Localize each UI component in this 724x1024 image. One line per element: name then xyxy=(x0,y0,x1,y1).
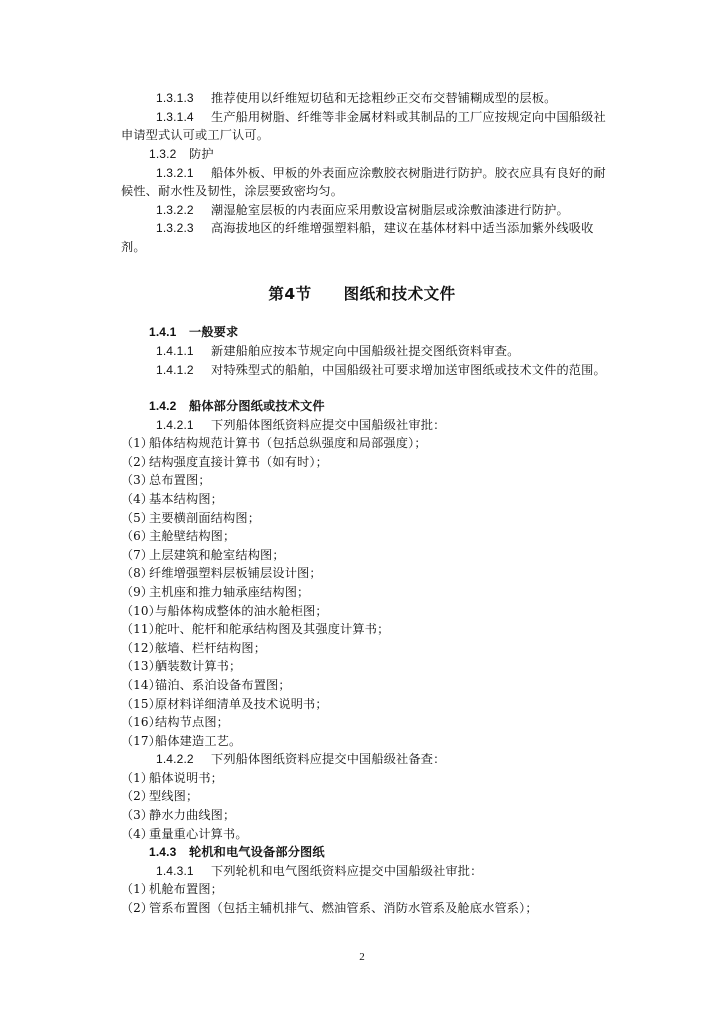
clause-1-3-2-1-continued xyxy=(121,182,621,200)
list-item xyxy=(121,657,621,675)
list-item-number: （7） xyxy=(121,548,154,562)
list-item-number: （4） xyxy=(121,827,154,841)
list-item-number: （2） xyxy=(121,789,154,803)
clause-1-3-1-3 xyxy=(156,89,656,107)
clause-number: 1.3.2.1 xyxy=(156,166,194,180)
clause-number: 1.4.3.1 xyxy=(156,864,194,878)
list-item-number: （1） xyxy=(121,882,154,896)
clause-1-3-2-1 xyxy=(156,164,656,182)
clause-number: 1.4.2.2 xyxy=(156,752,194,766)
list-item-number: （12） xyxy=(121,641,161,655)
list-item-number: （10） xyxy=(121,604,161,618)
list-item-text: 主舱壁结构图； xyxy=(149,529,236,543)
list-item-text: 管系布置图（包括主辅机排气、燃油管系、消防水管系及舱底水管系）； xyxy=(149,901,538,915)
list-item xyxy=(121,899,621,917)
list-item-number: （1） xyxy=(121,436,154,450)
heading-text: 防护 xyxy=(189,147,214,161)
list-item-number: （2） xyxy=(121,455,154,469)
clause-text: 剂。 xyxy=(121,240,146,254)
clause-1-3-1-4-continued xyxy=(121,126,621,144)
clause-text: 新建船舶应按本节规定向中国船级社提交图纸资料审查。 xyxy=(211,344,520,358)
clause-1-4-3-1 xyxy=(156,862,656,880)
list-item-number: （8） xyxy=(121,566,154,580)
clause-1-3-2-3-continued xyxy=(121,238,621,256)
list-item-number: （11） xyxy=(121,622,161,636)
list-item xyxy=(121,732,621,750)
list-item-text: 结构强度直接计算书（如有时）； xyxy=(149,455,328,469)
heading-text: 船体部分图纸或技术文件 xyxy=(189,399,325,413)
list-item-number: （5） xyxy=(121,511,154,525)
clause-1-3-2-2 xyxy=(156,201,656,219)
list-item-number: （16） xyxy=(121,715,161,729)
list-item-number: （14） xyxy=(121,678,161,692)
clause-text: 对特殊型式的船舶，中国船级社可要求增加送审图纸或技术文件的范围。 xyxy=(211,363,606,377)
clause-text: 候性、耐水性及韧性，涂层要致密均匀。 xyxy=(121,184,344,198)
clause-number: 1.4.1.1 xyxy=(156,344,194,358)
clause-number: 1.4.2.1 xyxy=(156,418,194,432)
list-item-text: 机舱布置图； xyxy=(149,882,224,896)
list-item-text: 型线图； xyxy=(149,789,199,803)
list-item-text: 重量重心计算书。 xyxy=(149,827,248,841)
clause-text: 申请型式认可或工厂认可。 xyxy=(121,128,270,142)
list-item xyxy=(121,639,621,657)
list-item-text: 与船体构成整体的油水舱柜图； xyxy=(155,604,328,618)
list-item-text: 结构节点图； xyxy=(155,715,230,729)
clause-text: 下列船体图纸资料应提交中国船级社备查： xyxy=(211,752,446,766)
list-item xyxy=(121,453,621,471)
heading-1-4-2 xyxy=(149,397,649,415)
list-item xyxy=(121,695,621,713)
heading-number: 1.4.3 xyxy=(149,845,177,859)
list-item-number: （3） xyxy=(121,808,154,822)
list-item xyxy=(121,527,621,545)
list-item-text: 船体说明书； xyxy=(149,771,224,785)
list-item-text: 船体建造工艺。 xyxy=(155,734,242,748)
list-item xyxy=(121,713,621,731)
list-item-text: 上层建筑和舱室结构图； xyxy=(149,548,285,562)
list-item-number: （6） xyxy=(121,529,154,543)
heading-text: 轮机和电气设备部分图纸 xyxy=(189,845,325,859)
heading-number: 1.4.1 xyxy=(149,325,177,339)
clause-1-3-2-3 xyxy=(156,219,656,237)
list-item xyxy=(121,825,621,843)
list-item xyxy=(121,880,621,898)
list-item-number: （2） xyxy=(121,901,154,915)
clause-number: 1.3.1.3 xyxy=(156,91,194,105)
list-item-text: 舾装数计算书； xyxy=(155,659,242,673)
list-item xyxy=(121,806,621,824)
list-item xyxy=(121,434,621,452)
list-item xyxy=(121,546,621,564)
clause-1-4-1-2 xyxy=(156,361,656,379)
clause-number: 1.3.2.2 xyxy=(156,203,194,217)
clause-number: 1.3.2.3 xyxy=(156,221,194,235)
clause-number: 1.3.1.4 xyxy=(156,110,194,124)
clause-text: 潮湿舱室层板的内表面应采用敷设富树脂层或涂敷油漆进行防护。 xyxy=(211,203,569,217)
clause-1-4-2-2 xyxy=(156,750,656,768)
heading-number: 1.4.2 xyxy=(149,399,177,413)
list-item-number: （1） xyxy=(121,771,154,785)
list-item xyxy=(121,564,621,582)
heading-text: 一般要求 xyxy=(189,325,239,339)
list-item xyxy=(121,583,621,601)
section-number: 第4节 xyxy=(268,285,312,303)
list-item-number: （15） xyxy=(121,697,161,711)
list-item-text: 静水力曲线图； xyxy=(149,808,236,822)
section-heading: 图纸和技术文件 xyxy=(343,285,456,303)
page-number: 2 xyxy=(359,951,365,963)
heading-1-3-2 xyxy=(149,145,649,163)
list-item-text: 主机座和推力轴承座结构图； xyxy=(149,585,310,599)
clause-text: 船体外板、甲板的外表面应涂敷胶衣树脂进行防护。胶衣应具有良好的耐 xyxy=(211,166,606,180)
heading-1-4-3 xyxy=(149,843,649,861)
list-item-text: 舷墙、栏杆结构图； xyxy=(155,641,267,655)
list-item xyxy=(121,509,621,527)
clause-text: 下列轮机和电气图纸资料应提交中国船级社审批： xyxy=(211,864,483,878)
list-item-number: （9） xyxy=(121,585,154,599)
list-item-text: 锚泊、系泊设备布置图； xyxy=(155,678,291,692)
list-item-text: 总布置图； xyxy=(149,473,211,487)
list-item-number: （17） xyxy=(121,734,161,748)
list-item xyxy=(121,787,621,805)
list-item xyxy=(121,769,621,787)
clause-text: 高海拔地区的纤维增强塑料船，建议在基体材料中适当添加紫外线吸收 xyxy=(211,221,594,235)
list-item xyxy=(121,602,621,620)
list-item-text: 船体结构规范计算书（包括总纵强度和局部强度）； xyxy=(149,436,427,450)
clause-1-3-1-4 xyxy=(156,108,656,126)
clause-1-4-2-1 xyxy=(156,416,656,434)
list-item xyxy=(121,471,621,489)
list-item-text: 基本结构图； xyxy=(149,492,224,506)
heading-number: 1.3.2 xyxy=(149,147,177,161)
list-item-number: （4） xyxy=(121,492,154,506)
list-item-text: 原材料详细清单及技术说明书； xyxy=(155,697,328,711)
clause-text: 推荐使用以纤维短切毡和无捻粗纱正交布交替铺糊成型的层板。 xyxy=(211,91,557,105)
clause-text: 生产船用树脂、纤维等非金属材料或其制品的工厂应按规定向中国船级社 xyxy=(211,110,606,124)
heading-1-4-1 xyxy=(149,323,649,341)
list-item xyxy=(121,620,621,638)
list-item-text: 主要横剖面结构图； xyxy=(149,511,261,525)
list-item xyxy=(121,490,621,508)
list-item-number: （3） xyxy=(121,473,154,487)
clause-1-4-1-1 xyxy=(156,342,656,360)
clause-text: 下列船体图纸资料应提交中国船级社审批： xyxy=(211,418,446,432)
section-title xyxy=(0,284,724,304)
list-item xyxy=(121,676,621,694)
clause-number: 1.4.1.2 xyxy=(156,363,194,377)
list-item-text: 舵叶、舵杆和舵承结构图及其强度计算书； xyxy=(155,622,390,636)
list-item-number: （13） xyxy=(121,659,161,673)
list-item-text: 纤维增强塑料层板铺层设计图； xyxy=(149,566,322,580)
